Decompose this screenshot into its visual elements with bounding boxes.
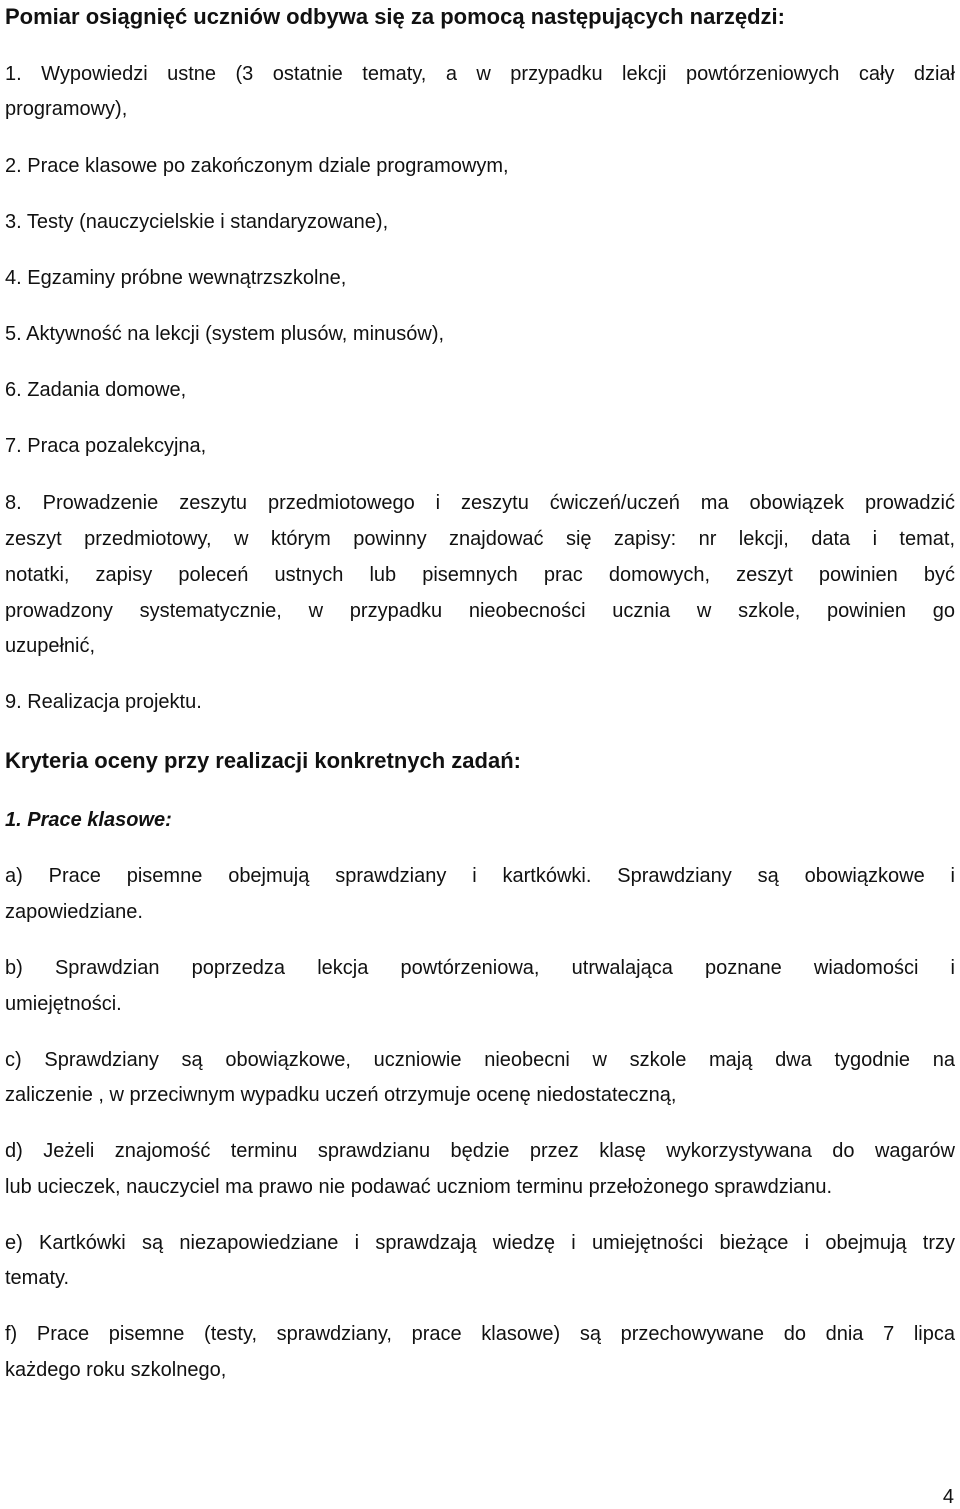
list-item-5: 5. Aktywność na lekcji (system plusów, minusów), <box>5 323 445 345</box>
criteria-item-a-line-1: a) Prace pisemne obejmują sprawdziany i kartkówki. Sprawdziany są obowiązkowe i <box>5 865 955 887</box>
list-item-8-line-2: zeszyt przedmiotowy, w którym powinny znajdować się zapisy: nr lekcji, data i temat, <box>5 528 955 550</box>
list-item-8-line-3: notatki, zapisy poleceń ustnych lub pisemnych prac domowych, zeszyt powinien być <box>5 564 955 586</box>
list-item-9: 9. Realizacja projektu. <box>5 691 202 713</box>
criteria-item-b-line-1: b) Sprawdzian poprzedza lekcja powtórzeniowa, utrwalająca poznane wiadomości i <box>5 957 955 979</box>
page-number: 4 <box>942 1486 954 1508</box>
list-item-6: 6. Zadania domowe, <box>5 379 187 401</box>
list-item-4: 4. Egzaminy próbne wewnątrzszkolne, <box>5 267 347 289</box>
criteria-item-a-line-2: zapowiedziane. <box>5 901 143 923</box>
criteria-item-f-line-1: f) Prace pisemne (testy, sprawdziany, prace klasowe) są przechowywane do dnia 7 lipca <box>5 1323 955 1345</box>
list-item-1-line-2: programowy), <box>5 98 128 120</box>
list-item-8-line-4: prowadzony systematycznie, w przypadku nieobecności ucznia w szkole, powinien go <box>5 600 955 622</box>
criteria-heading: Kryteria oceny przy realizacji konkretnych zadań: <box>5 748 521 773</box>
criteria-item-d-line-1: d) Jeżeli znajomość terminu sprawdzianu będzie przez klasę wykorzystywana do wagarów <box>5 1140 955 1162</box>
list-item-3: 3. Testy (nauczycielskie i standaryzowane), <box>5 211 389 233</box>
criteria-subheading: 1. Prace klasowe: <box>5 809 172 831</box>
list-item-1-line-1: 1. Wypowiedzi ustne (3 ostatnie tematy, a w przypadku lekcji powtórzeniowych cały dział <box>5 63 955 85</box>
criteria-item-f-line-2: każdego roku szkolnego, <box>5 1359 227 1381</box>
list-item-8-line-1: 8. Prowadzenie zeszytu przedmiotowego i zeszytu ćwiczeń/uczeń ma obowiązek prowadzić <box>5 492 955 514</box>
criteria-item-c-line-2: zaliczenie , w przeciwnym wypadku uczeń otrzymuje ocenę niedostateczną, <box>5 1084 677 1106</box>
list-item-8-line-5: uzupełnić, <box>5 635 96 657</box>
list-item-2: 2. Prace klasowe po zakończonym dziale programowym, <box>5 155 509 177</box>
criteria-item-d-line-2: lub ucieczek, nauczyciel ma prawo nie podawać uczniom terminu przełożonego sprawdzianu. <box>5 1176 833 1198</box>
page-heading: Pomiar osiągnięć uczniów odbywa się za pomocą następujących narzędzi: <box>5 4 785 29</box>
criteria-item-b-line-2: umiejętności. <box>5 993 122 1015</box>
list-item-7: 7. Praca pozalekcyjna, <box>5 435 207 457</box>
criteria-item-e-line-1: e) Kartkówki są niezapowiedziane i sprawdzają wiedzę i umiejętności bieżące i obejmują trzy <box>5 1232 955 1254</box>
criteria-item-c-line-1: c) Sprawdziany są obowiązkowe, uczniowie nieobecni w szkole mają dwa tygodnie na <box>5 1049 955 1071</box>
criteria-item-e-line-2: tematy. <box>5 1267 70 1289</box>
